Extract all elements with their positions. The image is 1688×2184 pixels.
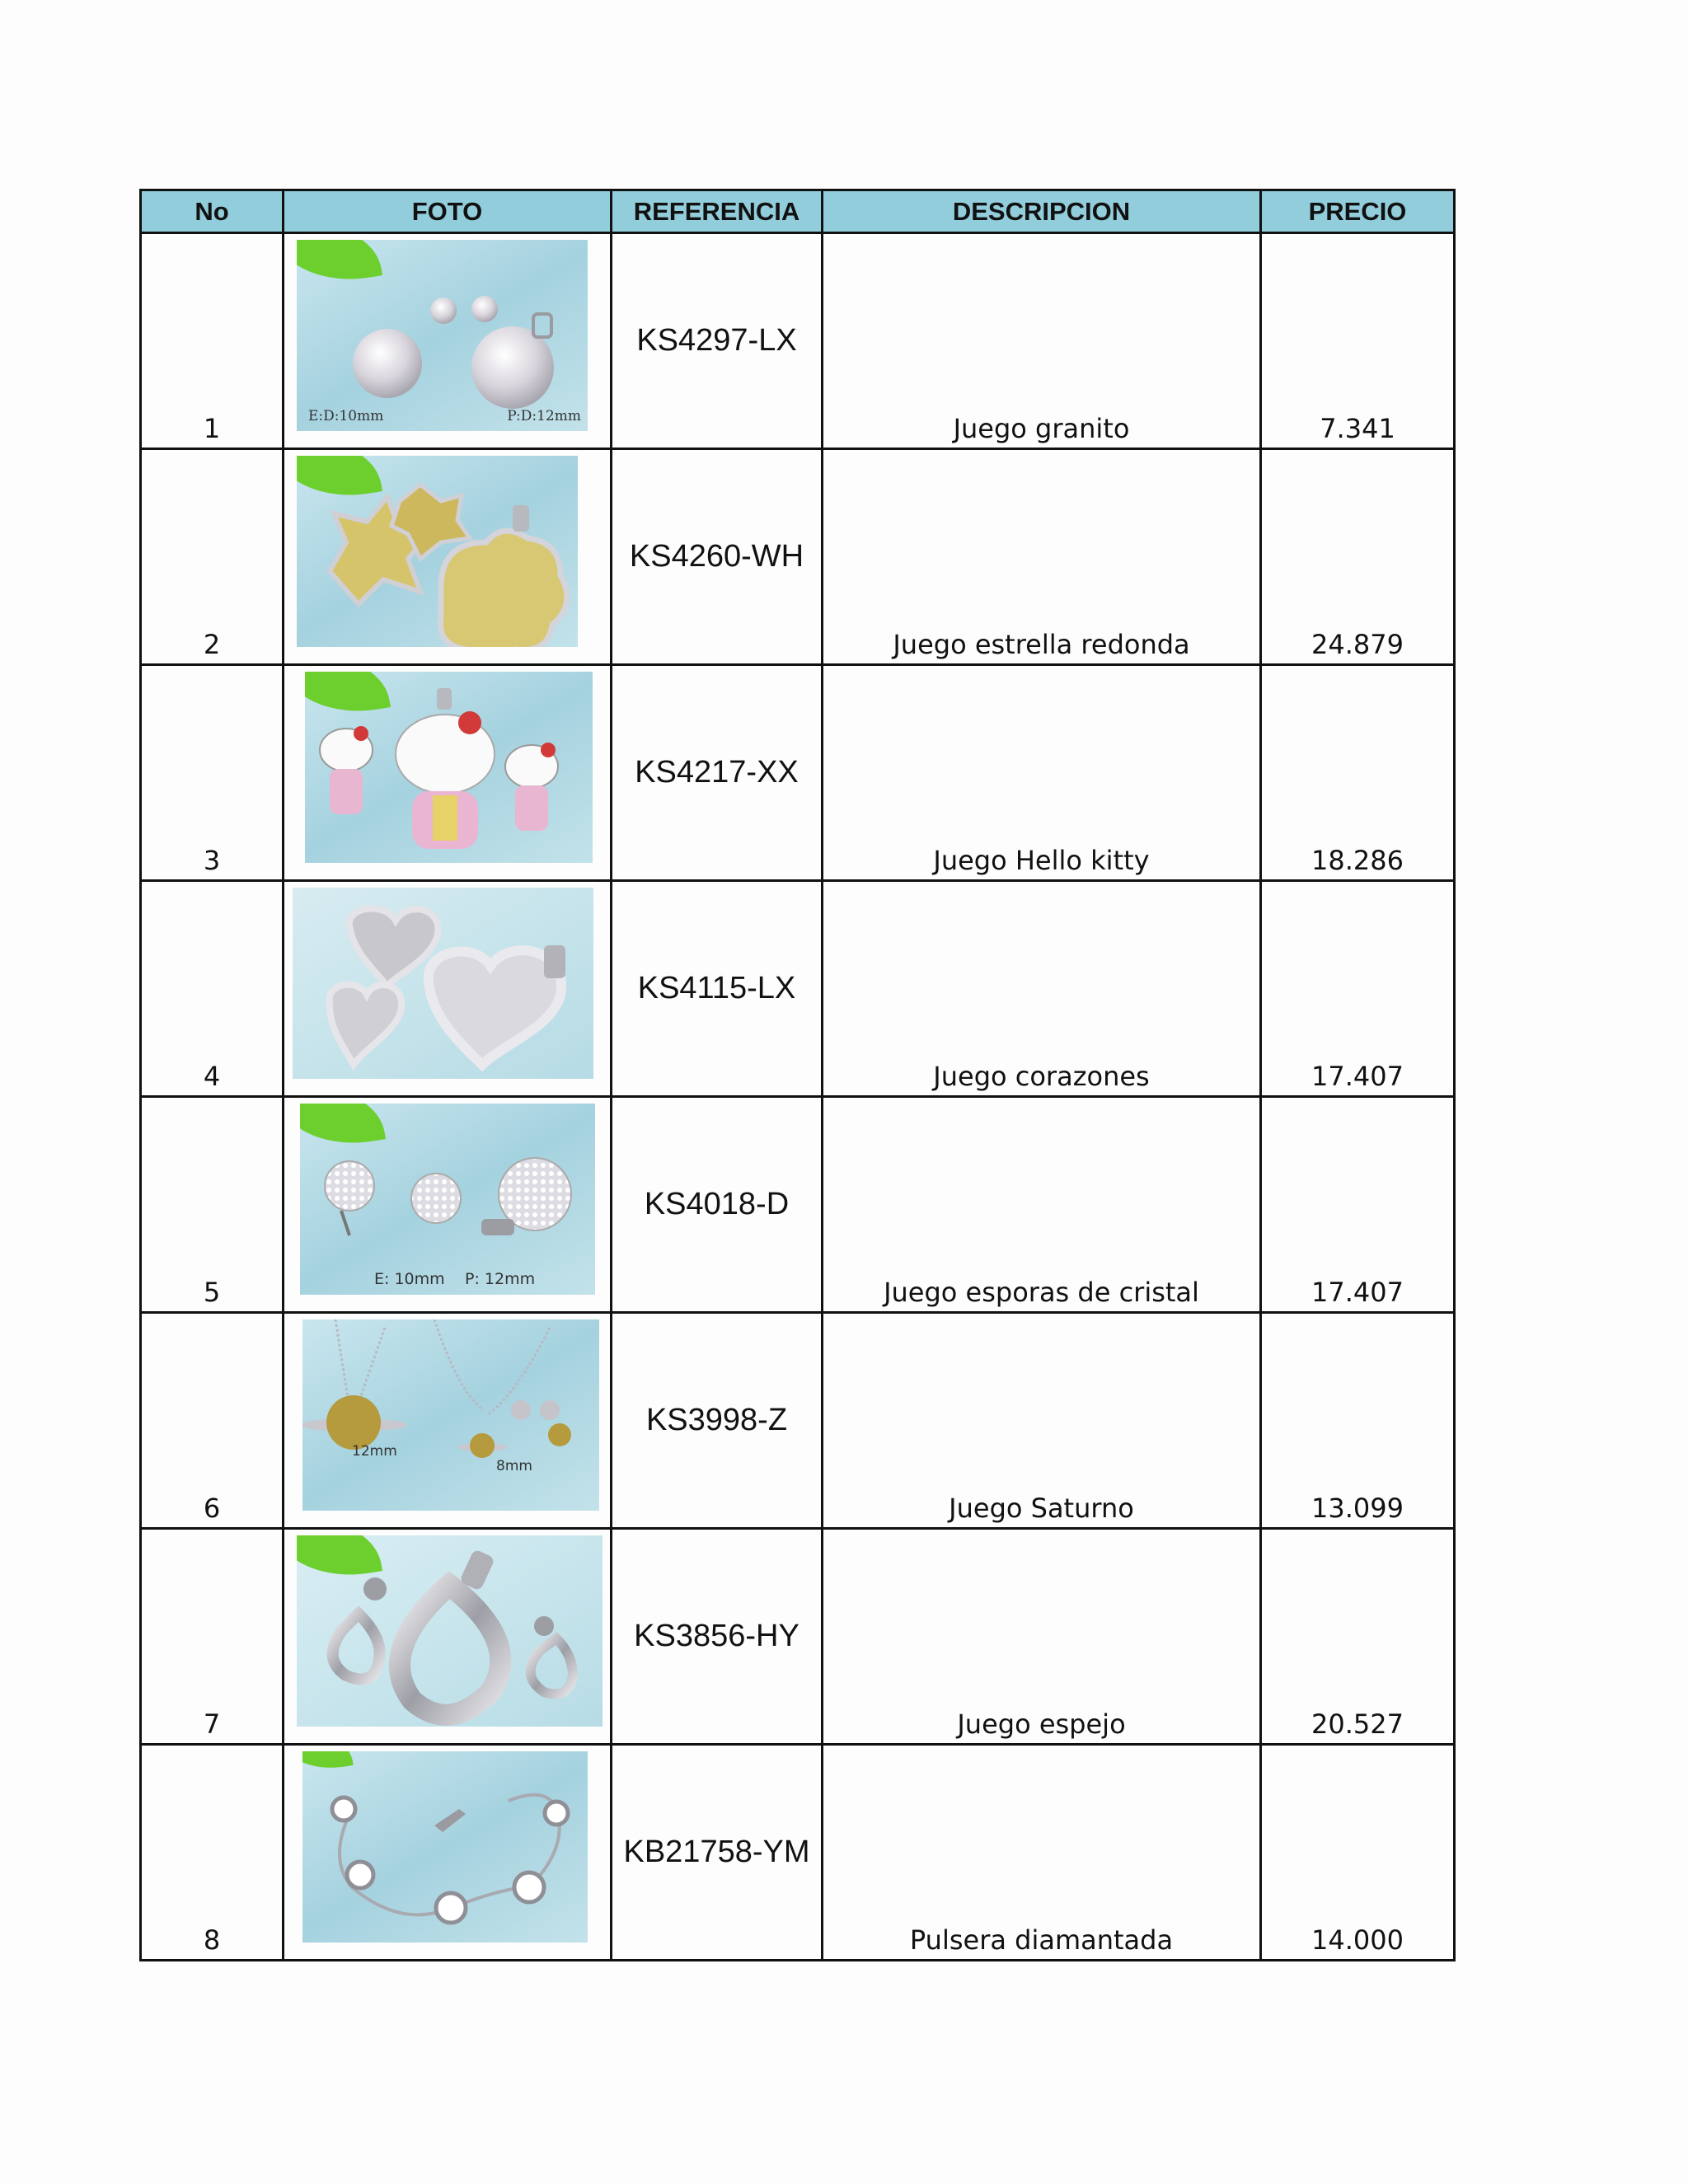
reference-code: KS3998-Z: [645, 1403, 788, 1437]
photo-cell: [284, 1529, 612, 1745]
description-cell: Juego esporas de cristal: [823, 1097, 1261, 1313]
table-row: [141, 665, 1455, 881]
photo-cell: [284, 665, 612, 881]
description-cell: Juego Saturno: [823, 1313, 1261, 1529]
header-referencia: REFERENCIA: [612, 190, 823, 233]
price-cell: 14.000: [1261, 1745, 1455, 1961]
row-number: 3: [141, 665, 284, 881]
photo-dimension-label: 12mm: [352, 1443, 397, 1460]
price-cell: 18.286: [1261, 665, 1455, 881]
header-precio: PRECIO: [1261, 190, 1455, 233]
photo-dimension-label: P: 12mm: [465, 1270, 536, 1288]
price-cell: 17.407: [1261, 881, 1455, 1097]
reference-cell: [612, 1745, 823, 1961]
reference-code: KB21758-YM: [623, 1835, 810, 1869]
row-number: 2: [141, 449, 284, 665]
price-cell: 17.407: [1261, 1097, 1455, 1313]
description-cell: Juego estrella redonda: [823, 449, 1261, 665]
product-photo: [300, 1104, 595, 1295]
table-row: [141, 1097, 1455, 1313]
table-row: [141, 881, 1455, 1097]
header-descripcion: DESCRIPCION: [823, 190, 1261, 233]
product-photo: [297, 1535, 603, 1727]
photo-cell: [284, 449, 612, 665]
reference-cell: [612, 1097, 823, 1313]
description-cell: Juego granito: [823, 233, 1261, 449]
price-cell: 20.527: [1261, 1529, 1455, 1745]
product-photo: [297, 240, 588, 431]
header-foto: FOTO: [284, 190, 612, 233]
reference-cell: [612, 665, 823, 881]
photo-dimension-label: P:D:12mm: [507, 408, 581, 424]
photo-cell: [284, 1097, 612, 1313]
description-cell: Juego espejo: [823, 1529, 1261, 1745]
reference-code: KS4297-LX: [636, 323, 797, 358]
row-number: 8: [141, 1745, 284, 1961]
reference-code: KS3856-HY: [634, 1619, 799, 1653]
row-number: 1: [141, 233, 284, 449]
photo-dimension-label: E:D:10mm: [308, 408, 384, 424]
reference-code: KS4115-LX: [637, 971, 796, 1005]
photo-dimension-label: 8mm: [496, 1458, 532, 1474]
table-row: [141, 1529, 1455, 1745]
product-photo: [302, 1751, 588, 1943]
photo-cell: [284, 233, 612, 449]
description-cell: Pulsera diamantada: [823, 1745, 1261, 1961]
table-row: [141, 449, 1455, 665]
product-photo: [305, 672, 593, 863]
reference-code: KS4018-D: [644, 1187, 790, 1221]
photo-cell: [284, 1745, 612, 1961]
price-cell: 7.341: [1261, 233, 1455, 449]
photo-cell: [284, 1313, 612, 1529]
header-row: [141, 190, 1455, 233]
price-cell: 13.099: [1261, 1313, 1455, 1529]
reference-cell: [612, 233, 823, 449]
reference-cell: [612, 881, 823, 1097]
product-photo: [297, 456, 578, 647]
row-number: 5: [141, 1097, 284, 1313]
header-no: No: [141, 190, 284, 233]
product-photo: [293, 888, 593, 1079]
row-number: 6: [141, 1313, 284, 1529]
price-cell: 24.879: [1261, 449, 1455, 665]
reference-cell: [612, 449, 823, 665]
reference-cell: [612, 1313, 823, 1529]
reference-cell: [612, 1529, 823, 1745]
row-number: 4: [141, 881, 284, 1097]
product-photo: [302, 1319, 599, 1511]
reference-code: KS4217-XX: [635, 755, 799, 790]
description-cell: Juego corazones: [823, 881, 1261, 1097]
table-row: [141, 233, 1455, 449]
description-cell: Juego Hello kitty: [823, 665, 1261, 881]
table-row: [141, 1745, 1455, 1961]
photo-cell: [284, 881, 612, 1097]
row-number: 7: [141, 1529, 284, 1745]
reference-code: KS4260-WH: [629, 539, 804, 574]
table-row: [141, 1313, 1455, 1529]
catalog-table: [139, 189, 1456, 1961]
photo-dimension-label: E: 10mm: [374, 1270, 445, 1288]
